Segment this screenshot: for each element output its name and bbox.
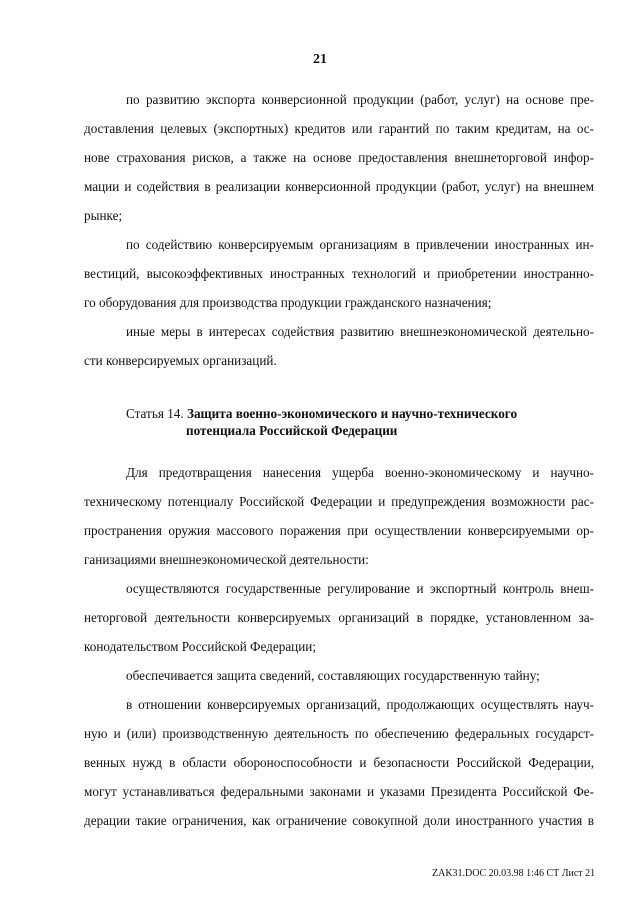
text-line: осуществляются государственные регулирование и экспортный контроль внеш- — [126, 581, 594, 596]
text-line: техническому потенциалу Российской Федерации и предупреждения возможности рас- — [84, 494, 594, 509]
text-line: могут устанавливаться федеральными законами и указами Президента Российской Фе- — [84, 784, 594, 799]
text-line: дерации такие ограничения, как ограничение совокупной доли иностранного участия в — [84, 813, 594, 828]
text-line: ную и (или) производственную деятельность по обеспечению федеральных государст- — [84, 726, 594, 741]
page-number: 21 — [313, 52, 327, 67]
article-title: Защита военно-экономического и научно-технического — [186, 406, 518, 421]
text-line: иные меры в интересах содействия развитию внешнеэкономической деятельно- — [126, 324, 594, 339]
text-line: по содействию конверсируемым организациям в привлечении иностранных ин- — [126, 237, 594, 252]
footer-file-info: ZAK31.DOC 20.03.98 1:46 СТ Лист 21 — [432, 868, 596, 879]
text-line: неторговой деятельности конверсируемых организаций в порядке, установленном за- — [84, 610, 594, 625]
text-line: вестиций, высокоэффективных иностранных технологий и приобретении иностранно- — [84, 266, 594, 281]
text-line: обеспечивается защита сведений, составляющих государственную тайну; — [126, 668, 540, 683]
article-label: Статья 14. — [126, 406, 184, 421]
text-line: нове страхования рисков, а также на основе предоставления внешнеторговой инфор- — [84, 150, 594, 165]
text-line: сти конверсируемых организаций. — [84, 353, 277, 368]
text-line: доставления целевых (экспортных) кредитов или гарантий по таким кредитам, на ос- — [84, 121, 594, 136]
text-line: в отношении конверсируемых организаций, продолжающих осуществлять науч- — [126, 697, 594, 712]
text-line: конодательством Российской Федерации; — [84, 639, 317, 654]
text-line: мации и содействия в реализации конверсионной продукции (работ, услуг) на внешнем — [84, 179, 594, 194]
article-title-cont: потенциала Российской Федерации — [186, 423, 398, 438]
text-line: по развитию экспорта конверсионной продукции (работ, услуг) на основе пре- — [126, 92, 594, 107]
text-line: венных нужд в области обороноспособности и безопасности Российской Федерации, — [84, 755, 594, 770]
text-line: Для предотвращения нанесения ущерба военно-экономическому и научно- — [126, 465, 594, 480]
text-line: пространения оружия массового поражения при осуществлении конверсируемыми ор- — [84, 523, 594, 538]
text-line: го оборудования для производства продукции гражданского назначения; — [84, 295, 492, 310]
text-line: рынке; — [84, 208, 123, 223]
article-heading-cont — [186, 423, 397, 439]
text-line: ганизациями внешнеэкономической деятельности: — [84, 552, 369, 567]
article-heading — [126, 406, 517, 422]
